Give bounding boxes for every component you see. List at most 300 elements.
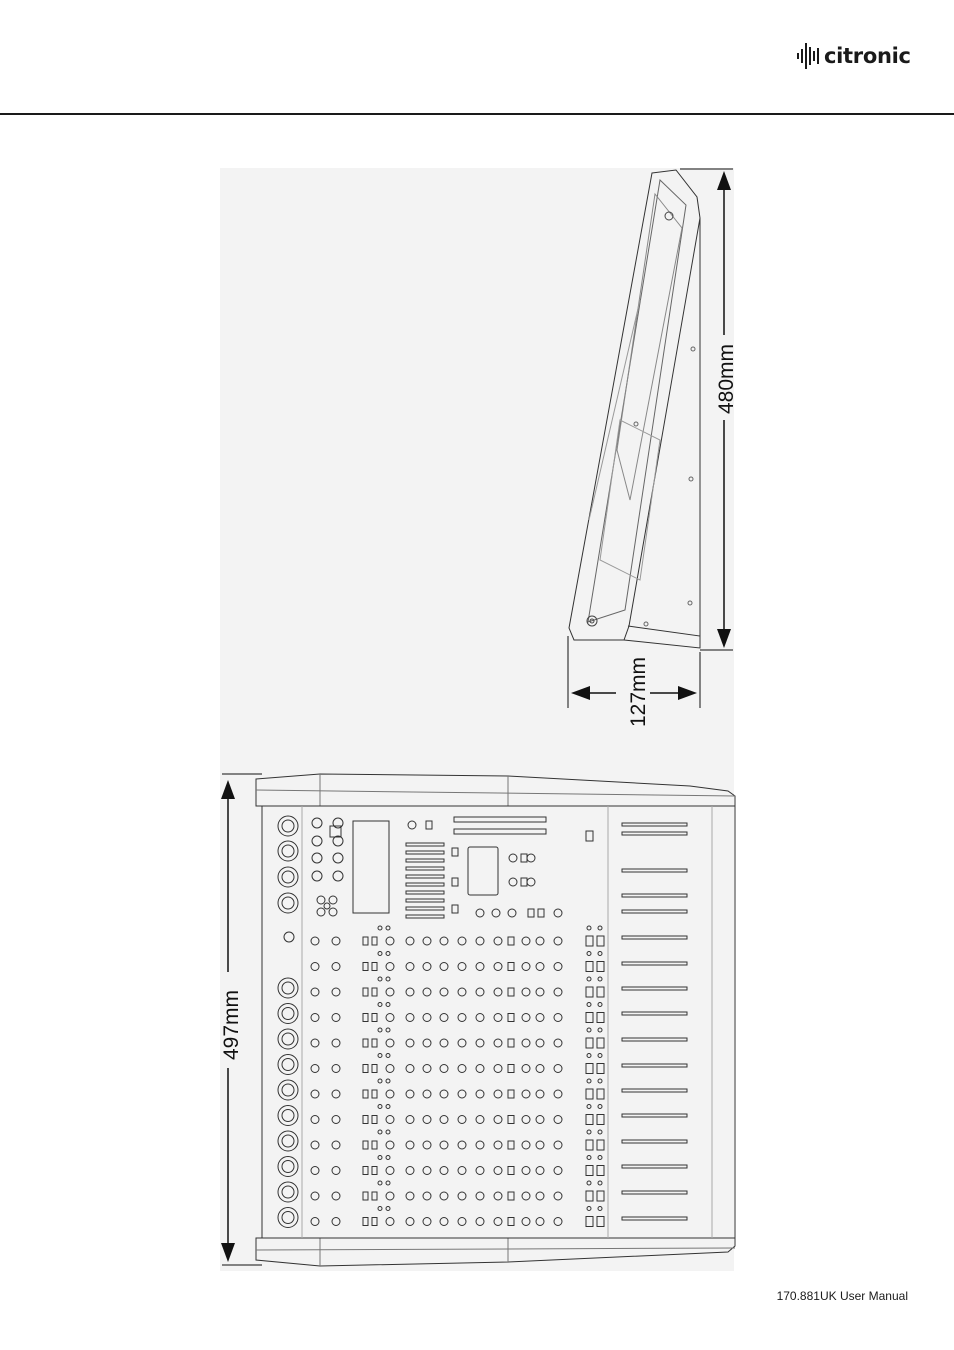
fader-slot — [622, 832, 687, 835]
channel-knob — [386, 988, 394, 996]
channel-knob — [522, 963, 530, 971]
led — [378, 1003, 382, 1007]
fader-slot — [622, 1165, 687, 1168]
led — [587, 1028, 591, 1032]
led — [386, 1054, 390, 1058]
channel-switch — [363, 988, 368, 996]
meter-bar — [406, 883, 444, 886]
meter-bar — [406, 851, 444, 854]
channel-knob — [440, 988, 448, 996]
channel-knob — [423, 937, 431, 945]
channel-knob — [458, 1218, 466, 1226]
knob — [312, 836, 322, 846]
channel-switch — [508, 963, 514, 971]
depth-label: 127mm — [627, 656, 650, 727]
meter-bar — [406, 875, 444, 878]
channel-knob — [536, 1167, 544, 1175]
channel-button — [586, 1217, 593, 1227]
channel-knob — [386, 963, 394, 971]
channel-switch — [363, 1141, 368, 1149]
channel-button — [597, 987, 604, 997]
xlr-socket — [278, 867, 298, 887]
channel-knob — [423, 1192, 431, 1200]
led — [378, 1028, 382, 1032]
fader-slot — [622, 1114, 687, 1117]
channel-button — [597, 1064, 604, 1074]
channel-knob — [386, 1014, 394, 1022]
channel-switch — [372, 1167, 377, 1175]
channel-knob — [554, 1192, 562, 1200]
channel-switch — [508, 1192, 514, 1200]
fader-slot — [622, 894, 687, 897]
channel-switch — [372, 1014, 377, 1022]
knob — [509, 854, 517, 862]
xlr-socket — [278, 1208, 298, 1228]
led — [386, 1079, 390, 1083]
channel-knob — [554, 1218, 562, 1226]
xlr-socket-inner — [282, 982, 294, 994]
xlr-socket-inner — [282, 1059, 294, 1071]
channel-knob — [423, 1039, 431, 1047]
channel-knob — [311, 1039, 319, 1047]
channel-knob — [311, 1192, 319, 1200]
channel-knob — [494, 1218, 502, 1226]
channel-knob — [440, 963, 448, 971]
led — [378, 1130, 382, 1134]
channel-switch — [372, 1039, 377, 1047]
switch — [538, 909, 544, 917]
knob — [508, 909, 516, 917]
channel-button — [597, 962, 604, 972]
channel-knob — [332, 988, 340, 996]
channel-knob — [476, 1065, 484, 1073]
channel-knob — [440, 937, 448, 945]
xlr-socket — [278, 1055, 298, 1075]
channel-knob — [494, 1192, 502, 1200]
channel-knob — [311, 1090, 319, 1098]
channel-knob — [440, 1014, 448, 1022]
knob — [333, 871, 343, 881]
led — [378, 1054, 382, 1058]
top-depth-label: 497mm — [220, 989, 243, 1060]
brand-name: citronic — [824, 44, 911, 68]
channel-knob — [476, 963, 484, 971]
led — [386, 1130, 390, 1134]
meter-bar — [406, 891, 444, 894]
led — [386, 977, 390, 981]
channel-button — [597, 1217, 604, 1227]
xlr-socket-inner — [282, 1212, 294, 1224]
channel-knob — [423, 1167, 431, 1175]
channel-button — [586, 1115, 593, 1125]
channel-knob — [423, 988, 431, 996]
meter-bar — [406, 867, 444, 870]
channel-knob — [458, 1167, 466, 1175]
channel-knob — [386, 1141, 394, 1149]
channel-knob — [406, 1192, 414, 1200]
fader-slot — [622, 1089, 687, 1092]
channel-knob — [386, 937, 394, 945]
channel-knob — [423, 1065, 431, 1073]
channel-switch — [372, 1218, 377, 1226]
channel-button — [586, 1089, 593, 1099]
fader-slot — [622, 910, 687, 913]
led — [587, 1003, 591, 1007]
channel-button — [597, 1038, 604, 1048]
channel-button — [586, 1064, 593, 1074]
channel-button — [597, 1166, 604, 1176]
xlr-socket-inner — [282, 1110, 294, 1122]
led — [378, 1105, 382, 1109]
channel-knob — [554, 1167, 562, 1175]
channel-knob — [386, 1039, 394, 1047]
led — [378, 977, 382, 981]
top-view-channel-strips — [278, 816, 687, 1228]
channel-switch — [363, 1039, 368, 1047]
channel-knob — [406, 1014, 414, 1022]
led — [598, 977, 602, 981]
channel-knob — [423, 1141, 431, 1149]
channel-switch — [508, 1039, 514, 1047]
channel-knob — [440, 1218, 448, 1226]
channel-switch — [372, 1116, 377, 1124]
channel-knob — [494, 937, 502, 945]
knob — [554, 909, 562, 917]
xlr-socket — [278, 1029, 298, 1049]
channel-knob — [406, 937, 414, 945]
channel-knob — [522, 1090, 530, 1098]
channel-knob — [332, 1116, 340, 1124]
height-label: 480mm — [715, 343, 738, 414]
channel-knob — [458, 1065, 466, 1073]
led — [598, 1028, 602, 1032]
channel-knob — [423, 1014, 431, 1022]
meter-bar — [406, 843, 444, 846]
channel-knob — [554, 937, 562, 945]
channel-switch — [508, 1014, 514, 1022]
knob — [527, 854, 535, 862]
channel-knob — [311, 1218, 319, 1226]
channel-knob — [440, 1141, 448, 1149]
fader-slot — [622, 962, 687, 965]
channel-knob — [311, 1014, 319, 1022]
channel-knob — [522, 1192, 530, 1200]
fader-slot — [622, 1012, 687, 1015]
channel-switch — [372, 1090, 377, 1098]
channel-switch — [363, 937, 368, 945]
channel-knob — [522, 937, 530, 945]
channel-knob — [440, 1090, 448, 1098]
channel-switch — [508, 937, 514, 945]
channel-knob — [494, 988, 502, 996]
channel-knob — [476, 1192, 484, 1200]
channel-knob — [554, 988, 562, 996]
led — [598, 1079, 602, 1083]
channel-knob — [554, 1014, 562, 1022]
channel-button — [597, 1115, 604, 1125]
meter-bar — [406, 907, 444, 910]
fader-slot — [622, 869, 687, 872]
channel-knob — [536, 1218, 544, 1226]
channel-switch — [372, 1192, 377, 1200]
channel-knob — [476, 1218, 484, 1226]
xlr-socket-inner — [282, 871, 294, 883]
channel-knob — [440, 1039, 448, 1047]
channel-knob — [440, 1192, 448, 1200]
led — [386, 1207, 390, 1211]
channel-button — [597, 1140, 604, 1150]
channel-knob — [406, 1090, 414, 1098]
channel-button — [586, 1191, 593, 1201]
channel-button — [586, 962, 593, 972]
led — [587, 1054, 591, 1058]
channel-knob — [494, 1039, 502, 1047]
channel-switch — [363, 1167, 368, 1175]
channel-knob — [554, 1116, 562, 1124]
knob — [312, 818, 322, 828]
meter-bar — [406, 859, 444, 862]
channel-knob — [476, 1116, 484, 1124]
led — [587, 977, 591, 981]
knob — [333, 853, 343, 863]
channel-knob — [423, 963, 431, 971]
xlr-socket — [278, 1106, 298, 1126]
channel-knob — [458, 988, 466, 996]
channel-knob — [536, 1090, 544, 1098]
xlr-socket — [278, 1157, 298, 1177]
channel-knob — [522, 1014, 530, 1022]
channel-knob — [554, 1039, 562, 1047]
channel-switch — [363, 1014, 368, 1022]
led — [386, 1181, 390, 1185]
channel-knob — [476, 988, 484, 996]
channel-switch — [363, 1192, 368, 1200]
led — [386, 1105, 390, 1109]
channel-knob — [386, 1218, 394, 1226]
channel-knob — [494, 1065, 502, 1073]
meter-bar — [406, 899, 444, 902]
switch — [521, 854, 527, 862]
channel-knob — [423, 1218, 431, 1226]
channel-knob — [440, 1167, 448, 1175]
channel-knob — [522, 1116, 530, 1124]
channel-knob — [458, 1116, 466, 1124]
channel-knob — [311, 1116, 319, 1124]
led — [598, 1181, 602, 1185]
fader-slot — [622, 1140, 687, 1143]
channel-switch — [508, 1090, 514, 1098]
fader-slot — [622, 1038, 687, 1041]
led — [587, 952, 591, 956]
xlr-socket — [278, 978, 298, 998]
led — [598, 952, 602, 956]
channel-knob — [406, 1116, 414, 1124]
channel-switch — [363, 963, 368, 971]
channel-knob — [332, 1065, 340, 1073]
meter-bar — [406, 915, 444, 918]
knob — [312, 871, 322, 881]
channel-knob — [522, 1167, 530, 1175]
led — [378, 1079, 382, 1083]
channel-knob — [332, 1039, 340, 1047]
channel-knob — [386, 1167, 394, 1175]
channel-switch — [363, 1065, 368, 1073]
channel-switch — [508, 1141, 514, 1149]
led — [378, 926, 382, 930]
channel-knob — [554, 1141, 562, 1149]
led — [378, 1156, 382, 1160]
channel-switch — [508, 1167, 514, 1175]
channel-knob — [476, 1039, 484, 1047]
led — [587, 1105, 591, 1109]
led — [378, 1181, 382, 1185]
channel-knob — [536, 937, 544, 945]
channel-knob — [476, 1090, 484, 1098]
channel-knob — [476, 1167, 484, 1175]
led — [598, 1105, 602, 1109]
channel-button — [586, 1140, 593, 1150]
xlr-socket — [278, 1004, 298, 1024]
xlr-socket-inner — [282, 1135, 294, 1147]
channel-knob — [458, 1192, 466, 1200]
channel-button — [586, 1013, 593, 1023]
channel-knob — [406, 1065, 414, 1073]
fader-slot — [622, 936, 687, 939]
channel-knob — [536, 1141, 544, 1149]
led — [587, 926, 591, 930]
channel-button — [586, 1038, 593, 1048]
switch — [452, 905, 458, 913]
xlr-socket-inner — [282, 1161, 294, 1173]
channel-knob — [332, 963, 340, 971]
led — [386, 1003, 390, 1007]
led — [598, 1130, 602, 1134]
channel-knob — [494, 963, 502, 971]
channel-knob — [494, 1014, 502, 1022]
channel-switch — [372, 963, 377, 971]
xlr-socket-inner — [282, 845, 294, 857]
channel-knob — [311, 1167, 319, 1175]
channel-knob — [522, 988, 530, 996]
xlr-socket — [278, 1131, 298, 1151]
channel-button — [597, 1013, 604, 1023]
channel-knob — [522, 1218, 530, 1226]
fader-slot — [622, 823, 687, 826]
xlr-socket — [278, 841, 298, 861]
channel-knob — [423, 1090, 431, 1098]
led — [587, 1181, 591, 1185]
channel-knob — [522, 1141, 530, 1149]
led — [378, 1207, 382, 1211]
fader-slot — [622, 1217, 687, 1220]
channel-knob — [554, 963, 562, 971]
xlr-socket — [278, 1080, 298, 1100]
xlr-socket — [278, 893, 298, 913]
channel-knob — [311, 937, 319, 945]
channel-knob — [458, 1141, 466, 1149]
channel-knob — [458, 1090, 466, 1098]
switch — [521, 878, 527, 886]
led — [386, 952, 390, 956]
channel-knob — [386, 1065, 394, 1073]
channel-switch — [508, 988, 514, 996]
channel-knob — [386, 1116, 394, 1124]
channel-knob — [458, 963, 466, 971]
switch — [452, 848, 458, 856]
knob — [509, 878, 517, 886]
channel-knob — [554, 1065, 562, 1073]
channel-knob — [406, 963, 414, 971]
channel-switch — [508, 1218, 514, 1226]
channel-knob — [536, 1116, 544, 1124]
channel-knob — [494, 1116, 502, 1124]
channel-knob — [458, 937, 466, 945]
led — [587, 1079, 591, 1083]
channel-knob — [311, 988, 319, 996]
switch — [528, 909, 534, 917]
channel-button — [597, 1089, 604, 1099]
channel-knob — [536, 963, 544, 971]
led — [386, 1028, 390, 1032]
led — [598, 1003, 602, 1007]
led — [587, 1207, 591, 1211]
channel-knob — [440, 1116, 448, 1124]
channel-knob — [386, 1192, 394, 1200]
channel-knob — [332, 1167, 340, 1175]
channel-switch — [372, 937, 377, 945]
channel-knob — [440, 1065, 448, 1073]
knob — [527, 878, 535, 886]
channel-button — [597, 1191, 604, 1201]
channel-button — [586, 987, 593, 997]
led — [587, 1130, 591, 1134]
channel-switch — [508, 1116, 514, 1124]
channel-knob — [458, 1039, 466, 1047]
channel-knob — [332, 1090, 340, 1098]
channel-knob — [332, 1014, 340, 1022]
footer-manual-label: 170.881UK User Manual — [776, 1289, 908, 1303]
xlr-socket — [278, 816, 298, 836]
channel-knob — [494, 1090, 502, 1098]
led — [598, 1156, 602, 1160]
channel-knob — [536, 1039, 544, 1047]
channel-knob — [311, 1065, 319, 1073]
channel-knob — [406, 1167, 414, 1175]
channel-knob — [311, 963, 319, 971]
led — [598, 926, 602, 930]
channel-knob — [476, 1141, 484, 1149]
channel-knob — [522, 1039, 530, 1047]
channel-knob — [476, 937, 484, 945]
led — [598, 1207, 602, 1211]
channel-knob — [554, 1090, 562, 1098]
channel-button — [597, 936, 604, 946]
channel-button — [586, 1166, 593, 1176]
knob — [476, 909, 484, 917]
fader-slot — [622, 1064, 687, 1067]
led — [386, 1156, 390, 1160]
channel-switch — [508, 1065, 514, 1073]
xlr-socket — [278, 1182, 298, 1202]
fader-slot — [622, 1191, 687, 1194]
channel-knob — [406, 1218, 414, 1226]
channel-knob — [406, 1141, 414, 1149]
led — [386, 926, 390, 930]
channel-knob — [458, 1014, 466, 1022]
channel-switch — [363, 1218, 368, 1226]
led — [378, 952, 382, 956]
channel-knob — [332, 1192, 340, 1200]
